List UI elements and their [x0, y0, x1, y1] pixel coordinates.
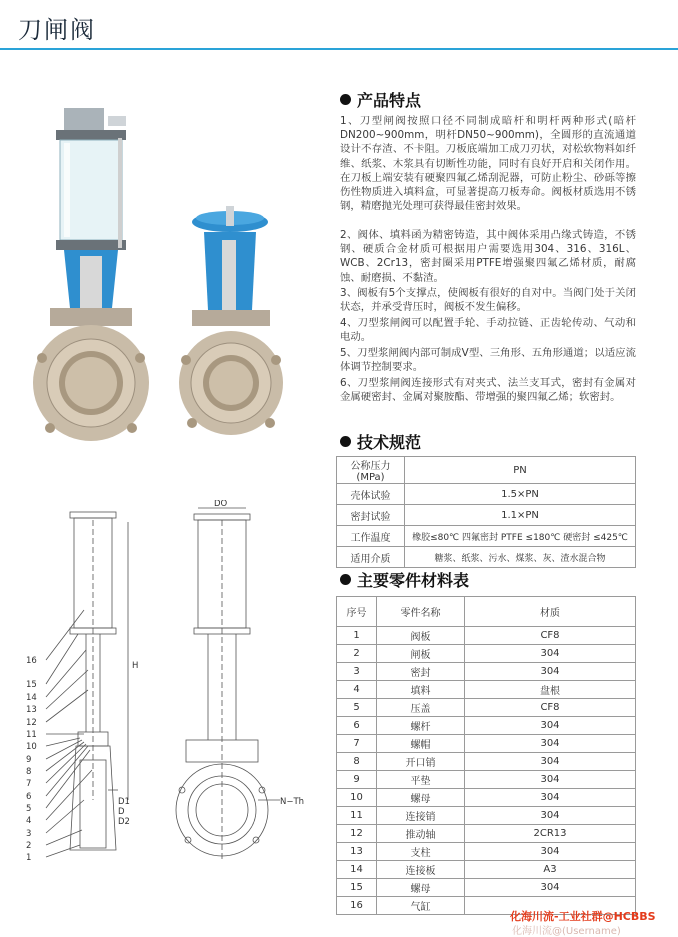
- callout-number: 4: [26, 816, 32, 826]
- table-row: [337, 645, 636, 663]
- dim-h: H: [132, 661, 139, 671]
- part-name: 支柱: [377, 843, 465, 861]
- part-material: CF8: [465, 627, 636, 645]
- part-material: 304: [465, 843, 636, 861]
- spec-row: [337, 484, 636, 505]
- part-number: 10: [337, 789, 377, 807]
- callout-number: 8: [26, 767, 32, 777]
- part-number: 2: [337, 645, 377, 663]
- bullet-dot-icon: [340, 436, 351, 447]
- callout-number: 3: [26, 829, 32, 839]
- part-material: 304: [465, 807, 636, 825]
- callout-number: 14: [26, 693, 37, 703]
- callout-number: 1: [26, 853, 32, 863]
- spec-value: 1.1×PN: [405, 505, 636, 526]
- table-row: [337, 807, 636, 825]
- spec-table: [336, 456, 636, 568]
- specs-heading: 技术规范: [340, 430, 421, 453]
- callout-number: 10: [26, 742, 37, 752]
- spec-value: 橡胶≤80℃ 四氟密封 PTFE ≤180℃ 硬密封 ≤425℃: [405, 526, 636, 547]
- bullet-dot-icon: [340, 574, 351, 585]
- part-name: 气缸: [377, 897, 465, 915]
- features-heading: 产品特点: [340, 88, 421, 111]
- parts-header-cell: 零件名称: [377, 597, 465, 627]
- part-name: 密封: [377, 663, 465, 681]
- parts-header-cell: 材质: [465, 597, 636, 627]
- table-row: [337, 681, 636, 699]
- part-number: 3: [337, 663, 377, 681]
- spec-row: [337, 526, 636, 547]
- part-number: 15: [337, 879, 377, 897]
- part-material: 304: [465, 771, 636, 789]
- spec-label: 公称压力(MPa): [337, 457, 405, 484]
- spec-label: 壳体试验: [337, 484, 405, 505]
- part-name: 螺母: [377, 879, 465, 897]
- spec-row: [337, 457, 636, 484]
- part-name: 推动轴: [377, 825, 465, 843]
- part-name: 连接销: [377, 807, 465, 825]
- part-name: 压盖: [377, 699, 465, 717]
- part-name: 平垫: [377, 771, 465, 789]
- parts-heading: 主要零件材料表: [340, 568, 469, 591]
- table-row: [337, 861, 636, 879]
- feature-paragraph: 2、阀体、填料函为精密铸造，其中阀体采用凸缘式铸造，不锈钢、硬质合金材质可根据用户需要选用304、316、316L、WCB、2Cr13，密封圈采用PTFE增强聚四氟乙烯材质，耐腐蚀、耐磨损、不黏渣。: [340, 229, 636, 284]
- table-row: [337, 699, 636, 717]
- table-row: [337, 879, 636, 897]
- part-material: 304: [465, 879, 636, 897]
- part-name: 填料: [377, 681, 465, 699]
- part-number: 4: [337, 681, 377, 699]
- part-material: 304: [465, 645, 636, 663]
- pneumatic-valve-photo: [33, 108, 149, 441]
- spec-label: 适用介质: [337, 547, 405, 568]
- table-row: [337, 843, 636, 861]
- callout-number: 11: [26, 730, 37, 740]
- part-material: 盘根: [465, 681, 636, 699]
- table-row: [337, 735, 636, 753]
- table-row: [337, 753, 636, 771]
- part-name: 螺母: [377, 789, 465, 807]
- part-number: 14: [337, 861, 377, 879]
- dim-nth: N−Th: [280, 797, 305, 807]
- callout-number: 9: [26, 755, 32, 765]
- part-name: 闸板: [377, 645, 465, 663]
- dim-d: D: [118, 807, 125, 817]
- part-material: 304: [465, 789, 636, 807]
- part-material: 304: [465, 735, 636, 753]
- bullet-dot-icon: [340, 94, 351, 105]
- page-title: 刀闸阀: [18, 16, 96, 44]
- table-row: [337, 663, 636, 681]
- dim-d1: D1: [118, 797, 130, 807]
- feature-paragraph: 4、刀型浆闸阀可以配置手轮、手动拉链、正齿轮传动、气动和电动。: [340, 317, 636, 344]
- feature-paragraph: 5、刀型浆闸阀内部可制成V型、三角形、五角形通道；以适应流体调节控制要求。: [340, 347, 636, 374]
- watermark: 化海川流-工业社群@HCBBS: [510, 910, 656, 923]
- spec-value: PN: [405, 457, 636, 484]
- part-name: 螺杆: [377, 717, 465, 735]
- parts-header-cell: 序号: [337, 597, 377, 627]
- part-number: 13: [337, 843, 377, 861]
- table-row: [337, 771, 636, 789]
- callout-number: 6: [26, 792, 32, 802]
- title-divider: [0, 48, 678, 50]
- parts-table: [336, 596, 636, 915]
- valve-photos: [20, 98, 320, 448]
- feature-paragraph: 1、刀型闸阀按照口径不同制成暗杆和明杆两种形式(暗杆DN200~900mm，明杆DN50~900mm)，全圆形的直流通道设计不存渣、不卡阻。刀板底端加工成刀刃状，对松软物料如纤维、纸浆、木浆具有切断性功能，同时有良好开启和关闭作用。在刀板上端安装有硬聚四氟乙烯刮泥器，可防止粉尘、砂砾等擦伤性物质进入填料盒，可显著提高刀板寿命。阀板材质选用不锈钢，精磨抛光处理可获得最佳密封效果。: [340, 115, 636, 213]
- callout-number: 7: [26, 779, 32, 789]
- spec-row: [337, 547, 636, 568]
- spec-label: 密封试验: [337, 505, 405, 526]
- part-number: 8: [337, 753, 377, 771]
- part-number: 1: [337, 627, 377, 645]
- part-number: 6: [337, 717, 377, 735]
- callout-number: 15: [26, 680, 37, 690]
- part-material: 2CR13: [465, 825, 636, 843]
- spec-value: 糖浆、纸浆、污水、煤浆、灰、渣水混合物: [405, 547, 636, 568]
- callout-number: 5: [26, 804, 32, 814]
- table-row: [337, 717, 636, 735]
- callout-number: 13: [26, 705, 37, 715]
- part-number: 16: [337, 897, 377, 915]
- spec-value: 1.5×PN: [405, 484, 636, 505]
- part-material: 304: [465, 663, 636, 681]
- part-number: 9: [337, 771, 377, 789]
- part-name: 阀板: [377, 627, 465, 645]
- part-number: 5: [337, 699, 377, 717]
- dim-do: DO: [214, 500, 228, 509]
- callout-number: 2: [26, 841, 32, 851]
- part-material: 304: [465, 753, 636, 771]
- part-material: CF8: [465, 699, 636, 717]
- feature-paragraph: 3、阀板有5个支撑点，使阀板有很好的自对中。当阀门处于关闭状态，并承受背压时，阀板不发生偏移。: [340, 287, 636, 314]
- part-name: 连接板: [377, 861, 465, 879]
- part-name: 开口销: [377, 753, 465, 771]
- part-number: 12: [337, 825, 377, 843]
- part-material: A3: [465, 861, 636, 879]
- callout-labels: [26, 656, 37, 863]
- technical-drawing: [18, 500, 328, 872]
- table-row: [337, 825, 636, 843]
- table-row: [337, 789, 636, 807]
- feature-paragraph: 6、刀型浆闸阀连接形式有对夹式、法兰支耳式，密封有金属对金属硬密封、金属对聚胺酯、带增强的聚四氟乙烯；软密封。: [340, 377, 636, 404]
- dim-d2: D2: [118, 817, 130, 827]
- part-name: 螺帽: [377, 735, 465, 753]
- callout-number: 16: [26, 656, 37, 666]
- watermark-username: 化海川流@(Username): [512, 926, 621, 937]
- part-number: 11: [337, 807, 377, 825]
- table-row: [337, 627, 636, 645]
- part-number: 7: [337, 735, 377, 753]
- part-material: 304: [465, 717, 636, 735]
- spec-row: [337, 505, 636, 526]
- callout-number: 12: [26, 718, 37, 728]
- handwheel-valve-photo: [179, 206, 283, 435]
- spec-label: 工作温度: [337, 526, 405, 547]
